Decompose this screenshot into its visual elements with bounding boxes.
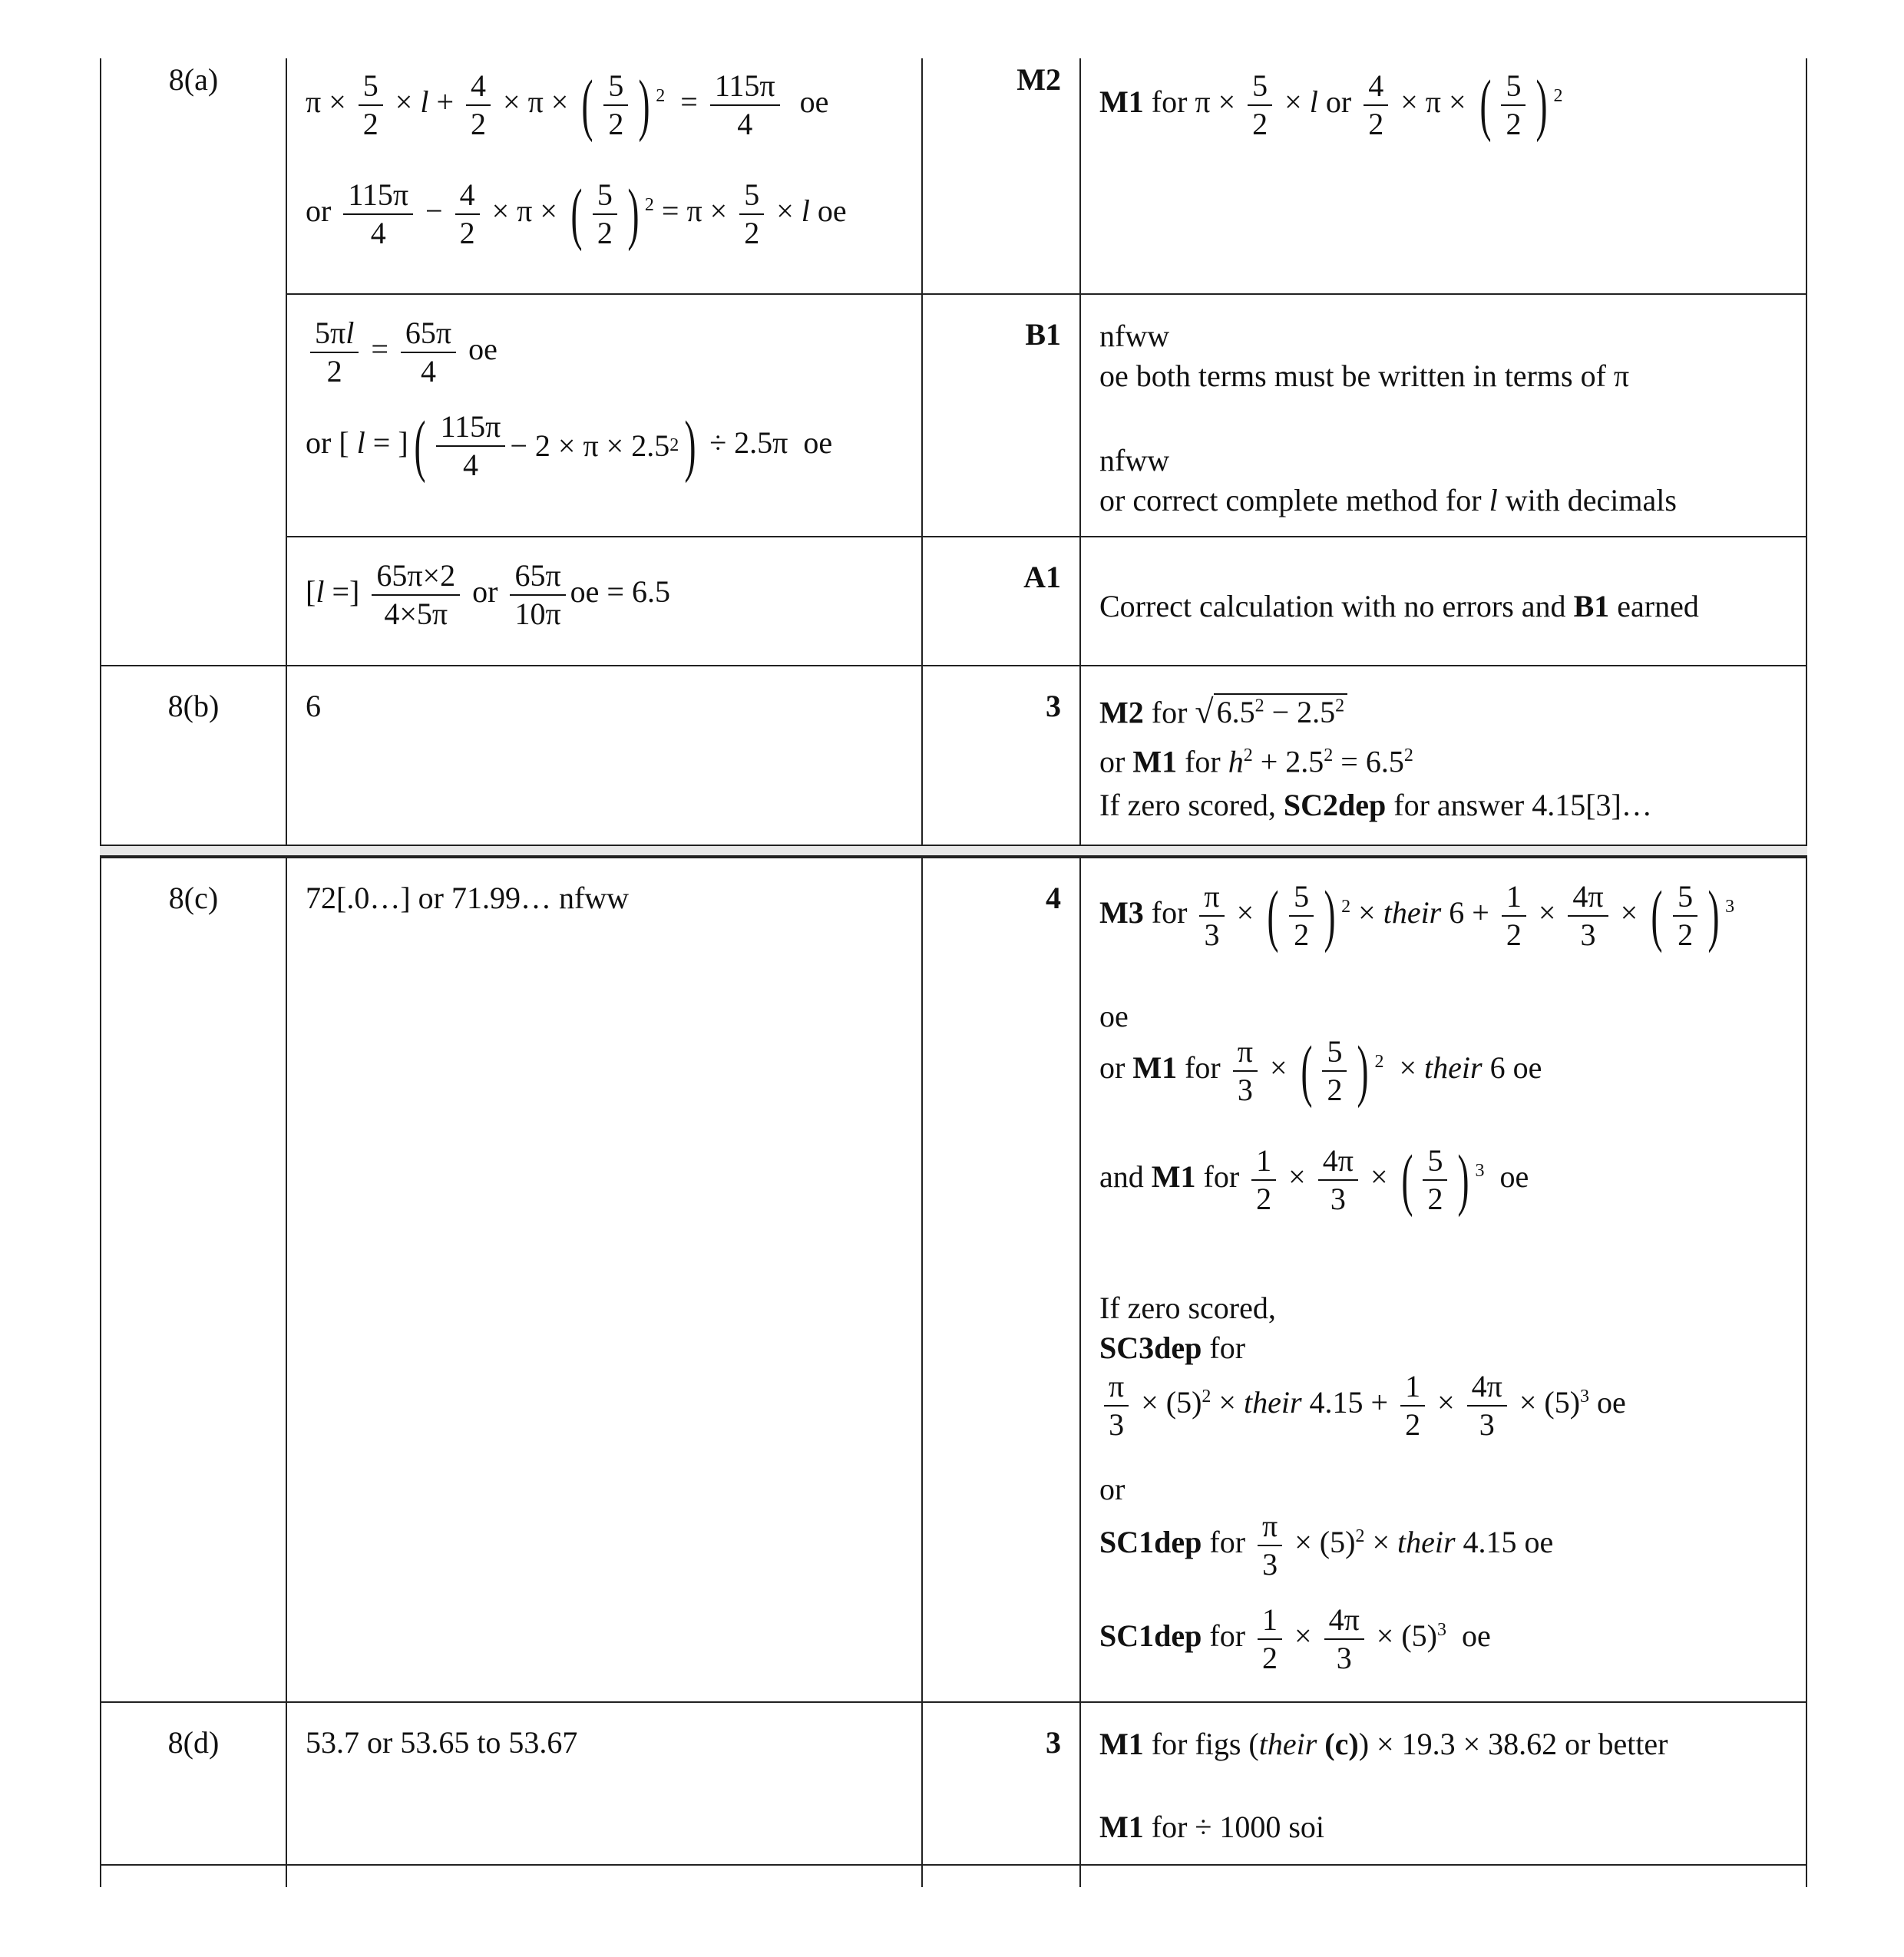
- row-8c: [100, 857, 1807, 1701]
- answer-cell: 72[.0…] or 71.99… nfww: [287, 858, 923, 1701]
- mark-M2: M2: [923, 58, 1081, 293]
- question-label: 8(a): [101, 58, 287, 665]
- row-8a-part-1: π × $\frac{5}{2}$ × l + $\frac{4}{2}$ × π × ( $\frac{5}{2}$ ) $^2$ = $\frac{115\pi}{4}$ oe or $\frac{115\pi}{4}$ − $\frac{4}{2}$ × π × ( $\frac{5}{2}$ ) $^2$ = π × $\frac{5}{2}$ × l oe M2 M1 for π × $\frac{5}{2}$ × l or $\frac{4}{2}$ × π × ( $\frac{5}{2}$ ) $^2$: [287, 58, 1806, 293]
- question-label: 8(d): [101, 1703, 287, 1864]
- row-separator: [100, 845, 1807, 857]
- guidance-nfww: nfww: [1099, 319, 1170, 353]
- mark-B1: B1: [923, 295, 1081, 536]
- mark-cell: 4: [923, 858, 1081, 1701]
- row-8d: [100, 1701, 1807, 1864]
- mark-cell: 3: [923, 1703, 1081, 1864]
- row-8b: [100, 665, 1807, 845]
- guidance-cell: M1 for figs (their (c)) × 19.3 × 38.62 or better M1 for ÷ 1000 soi: [1099, 1727, 1668, 1844]
- row-8a-part-2: $\frac{5\pi l}{2}$ = $\frac{65\pi}{4}$ oe or [ l = ] ( $\frac{115\pi}{4}$ − 2 × π × 2.5 2 ) ÷ 2.5π oe B1 nfww oe both terms must be written in terms of π nfww or correct complete method for l with decimals: [287, 293, 1806, 536]
- row-8a-part-3: [l =] $\frac{65\pi\times 2}{4\times 5\pi}$ or $\frac{65\pi}{10\pi}$ oe = 6.5 A1 Correct calculation with no errors and B1 earned: [287, 536, 1806, 665]
- guidance-cell: M3 for $\frac{\pi}{3}$ × ( $\frac{5}{2}$ ) $^2$ × their 6 + $\frac{1}{2}$ × $\frac{4\pi}{3}$ × ( $\frac{5}{2}$ ) $^3$ oe or M1 for $\frac{\pi}{3}$ × ( $\frac{5}{2}$ ) $^2$ × their 6 oe and M1 for $\frac{1}{2}$ × $\frac{4\pi}{3}$ × ( $\frac{5}{2}$ ) $^3$ oe If zero scored, SC3dep for $\frac{\pi}{3}$ × $(5)^2$ × their 4.15 + $\frac{1}{2}$ × $\frac{4\pi}{3}$ × $(5)^3$ oe or SC1dep for $\frac{\pi}{3}$ × $(5)^2$ × their 4.15 oe SC1dep for $\frac{1}{2}$ × $\frac{4\pi}{3}$ × $(5)^3$ oe: [1099, 878, 1735, 1675]
- mark-cell: 3: [923, 666, 1081, 845]
- guidance-for: for: [1143, 84, 1188, 120]
- answer-cell: 6: [287, 666, 923, 845]
- guidance-decimals: or correct complete method for l with decimals: [1099, 483, 1677, 517]
- question-label: 8(c): [101, 858, 287, 1701]
- guidance-oe-pi: oe both terms must be written in terms of π: [1099, 359, 1630, 393]
- guidance-cell: M2 for √ $6.5^2 - 2.5^2$ or M1 for $h^2 + 2.5^2 = 6.5^2$ If zero scored, SC2dep for answer 4.15[3]…: [1099, 693, 1652, 822]
- mark-A1: A1: [923, 537, 1081, 665]
- question-label: 8(b): [101, 666, 287, 845]
- mark-scheme-table: [100, 58, 1807, 1887]
- guidance-nfww-2: nfww: [1099, 443, 1170, 478]
- answer-cell: 53.7 or 53.65 to 53.67: [287, 1703, 923, 1864]
- row-stub: [100, 1864, 1807, 1887]
- guidance-correct-calc: Correct calculation with no errors and B1 earned: [1099, 589, 1699, 623]
- row-8a: [100, 58, 1807, 665]
- guidance-m1: M1: [1099, 84, 1144, 120]
